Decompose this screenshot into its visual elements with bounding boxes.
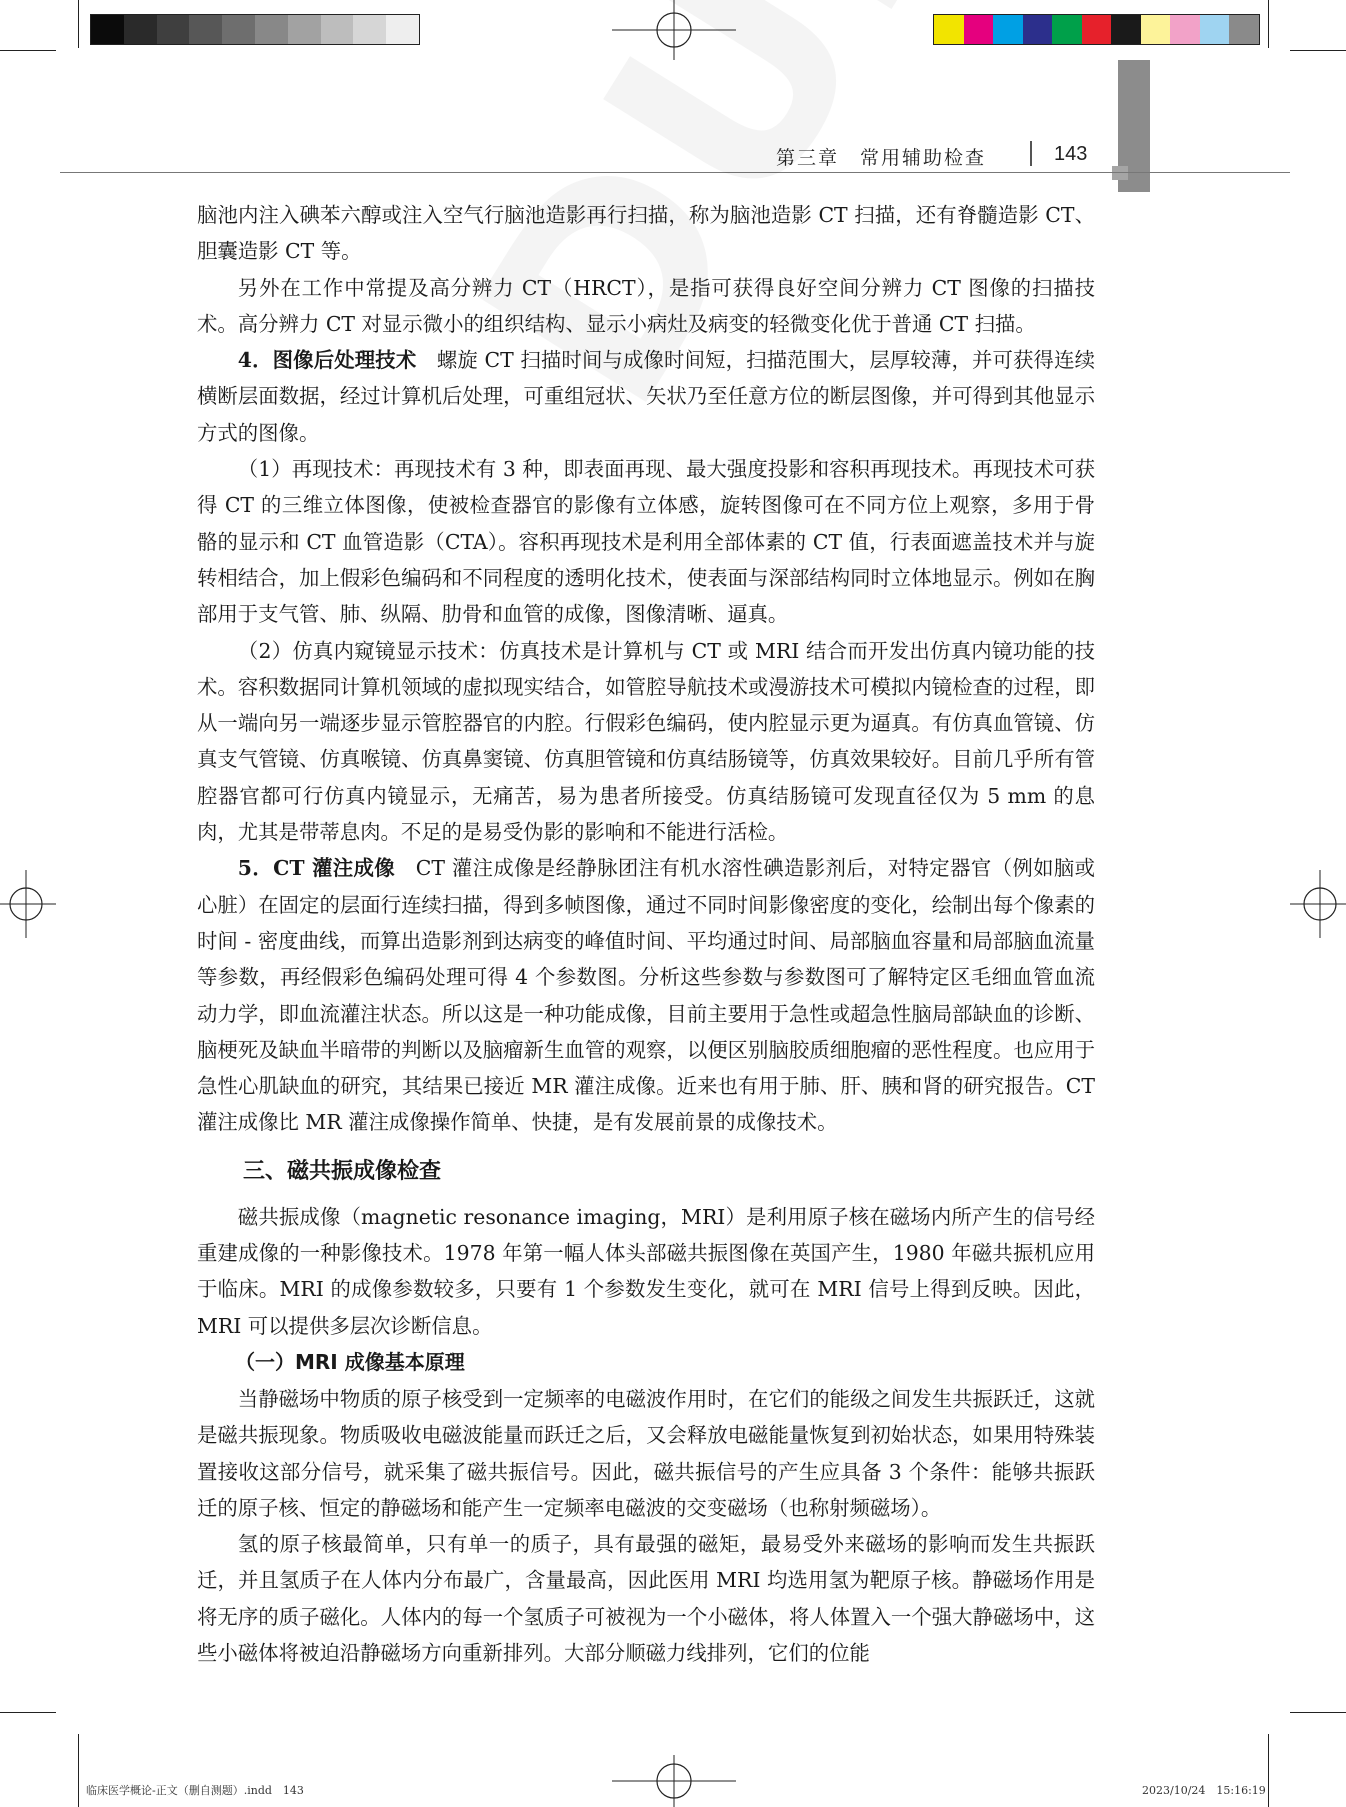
color-swatch (189, 15, 222, 44)
page-body (197, 197, 1095, 1671)
color-swatch (1170, 15, 1200, 44)
paragraph: 当静磁场中物质的原子核受到一定频率的电磁波作用时，在它们的能级之间发生共振跃迁，这就是磁共振现象。物质吸收电磁波能量而跃迁之后，又会释放电磁能量恢复到初始状态，如果用特殊装置接收这部分信号，就采集了磁共振信号。因此，磁共振信号的产生应具备 3 个条件：能够共振跃迁的原子核、恒定的静磁场和能产生一定频率电磁波的交变磁场（也称射频磁场）。 (197, 1386, 1095, 1520)
crop-mark (0, 50, 56, 51)
registration-target-icon (612, 1755, 736, 1807)
color-swatch (934, 15, 964, 44)
paragraph: 另外在工作中常提及高分辨力 CT（HRCT），是指可获得良好空间分辨力 CT 图像的扫描技术。高分辨力 CT 对显示微小的组织结构、显示小病灶及病变的轻微变化优于普通 CT 扫描。 (197, 275, 1095, 336)
crop-mark (0, 1712, 56, 1713)
paragraph: 磁共振成像（magnetic resonance imaging，MRI）是利用原子核在磁场内所产生的信号经重建成像的一种影像技术。1978 年第一幅人体头部磁共振图像在英国产生，1980 年磁共振机应用于临床。MRI 的成像参数较多，只要有 1 个参数发生变化，就可在 MRI 信号上得到反映。因此，MRI 可以提供多层次诊断信息。 (197, 1204, 1095, 1338)
crop-mark (1290, 50, 1346, 51)
registration-target-icon (0, 870, 56, 938)
color-swatch (255, 15, 288, 44)
color-swatch (321, 15, 354, 44)
color-swatch (386, 15, 419, 44)
registration-target-icon (1290, 870, 1346, 938)
header-separator (1030, 141, 1032, 166)
crop-mark (1268, 0, 1269, 48)
header-rule (60, 172, 1290, 173)
run-in-heading: 5．CT 灌注成像 (237, 856, 396, 881)
color-swatch (288, 15, 321, 44)
paragraph-text: 螺旋 CT 扫描时间与成像时间短，扫描范围大，层厚较薄，并可获得连续横断层面数据，经过计算机后处理，可重组冠状、矢状乃至任意方位的断层图像，并可得到其他显示方式的图像。 (197, 348, 1095, 445)
color-swatch (993, 15, 1023, 44)
color-swatch (1052, 15, 1082, 44)
footer-file-slug: 临床医学概论-正文（删自测题）.indd 143 (86, 1784, 304, 1797)
subsection-heading: （一）MRI 成像基本原理 (235, 1349, 465, 1374)
color-swatch (1023, 15, 1053, 44)
run-in-heading: 4．图像后处理技术 (237, 348, 417, 373)
paragraph: 脑池内注入碘苯六醇或注入空气行脑池造影再行扫描，称为脑池造影 CT 扫描，还有脊髓造影 CT、胆囊造影 CT 等。 (197, 203, 1095, 264)
color-swatch (1111, 15, 1141, 44)
paragraph: （2）仿真内窥镜显示技术：仿真技术是计算机与 CT 或 MRI 结合而开发出仿真内镜功能的技术。容积数据同计算机领域的虚拟现实结合，如管腔导航技术或漫游技术可模拟内镜检查的过程，即从一端向另一端逐步显示管腔器官的内腔。行假彩色编码，使内腔显示更为逼真。有仿真血管镜、仿真支气管镜、仿真喉镜、仿真鼻窦镜、仿真胆管镜和仿真结肠镜等，仿真效果较好。目前几乎所有管腔器官都可行仿真内镜显示，无痛苦，易为患者所接受。仿真结肠镜可发现直径仅为 5 mm 的息肉，尤其是带蒂息肉。不足的是易受伪影的影响和不能进行活检。 (197, 638, 1095, 845)
crop-mark (78, 0, 79, 48)
registration-target-icon (612, 0, 736, 60)
color-swatch (964, 15, 994, 44)
grayscale-color-bar (90, 14, 420, 45)
running-header-chapter: 第三章 常用辅助检查 (776, 147, 987, 169)
chapter-thumb-notch (1112, 166, 1128, 180)
paragraph (197, 342, 1095, 451)
paragraph (197, 850, 1095, 1140)
crop-mark (78, 1734, 79, 1807)
paragraph: （1）再现技术：再现技术有 3 种，即表面再现、最大强度投影和容积再现技术。再现技术可获得 CT 的三维立体图像，使被检查器官的影像有立体感，旋转图像可在不同方位上观察，多用于骨骼的显示和 CT 血管造影（CTA）。容积再现技术是利用全部体素的 CT 值，行表面遮盖技术并与旋转相结合，加上假彩色编码和不同程度的透明化技术，使表面与深部结构同时立体地显示。例如在胸部用于支气管、肺、纵隔、肋骨和血管的成像，图像清晰、逼真。 (197, 457, 1095, 627)
crop-mark (1268, 1734, 1269, 1807)
color-swatch (91, 15, 124, 44)
color-swatch (124, 15, 157, 44)
paragraph-text: CT 灌注成像是经静脉团注有机水溶性碘造影剂后，对特定器官（例如脑或心脏）在固定的层面行连续扫描，得到多帧图像，通过不同时间影像密度的变化，绘制出每个像素的时间 - 密度曲线，而算出造影剂到达病变的峰值时间、平均通过时间、局部脑血容量和局部脑血流量等参数，再经假彩色编码处理可得 4 个参数图。分析这些参数与参数图可了解特定区毛细血管血流动力学，即血流灌注状态。所以这是一种功能成像，目前主要用于急性或超急性脑局部缺血的诊断、脑梗死及缺血半暗带的判断以及脑瘤新生血管的观察，以便区别脑胶质细胞瘤的恶性程度。也应用于急性心肌缺血的研究，其结果已接近 MR 灌注成像。近来也有用于肺、肝、胰和肾的研究报告。CT 灌注成像比 MR 灌注成像操作简单、快捷，是有发展前景的成像技术。 (197, 856, 1096, 1135)
process-color-bar (933, 14, 1260, 45)
color-swatch (353, 15, 386, 44)
color-swatch (222, 15, 255, 44)
section-heading: 三、磁共振成像检查 (243, 1157, 442, 1184)
color-swatch (157, 15, 190, 44)
color-swatch (1141, 15, 1171, 44)
footer-timestamp: 2023/10/24 15:16:19 (1142, 1784, 1266, 1797)
crop-mark (1290, 1712, 1346, 1713)
paragraph: 氢的原子核最简单，只有单一的质子，具有最强的磁矩，最易受外来磁场的影响而发生共振跃迁，并且氢质子在人体内分布最广，含量最高，因此医用 MRI 均选用氢为靶原子核。静磁场作用是将无序的质子磁化。人体内的每一个氢质子可被视为一个小磁体，将人体置入一个强大静磁场中，这些小磁体将被迫沿静磁场方向重新排列。大部分顺磁力线排列，它们的位能 (197, 1532, 1095, 1665)
color-swatch (1200, 15, 1230, 44)
page-number: 143 (1054, 143, 1088, 165)
color-swatch (1082, 15, 1112, 44)
color-swatch (1229, 15, 1259, 44)
